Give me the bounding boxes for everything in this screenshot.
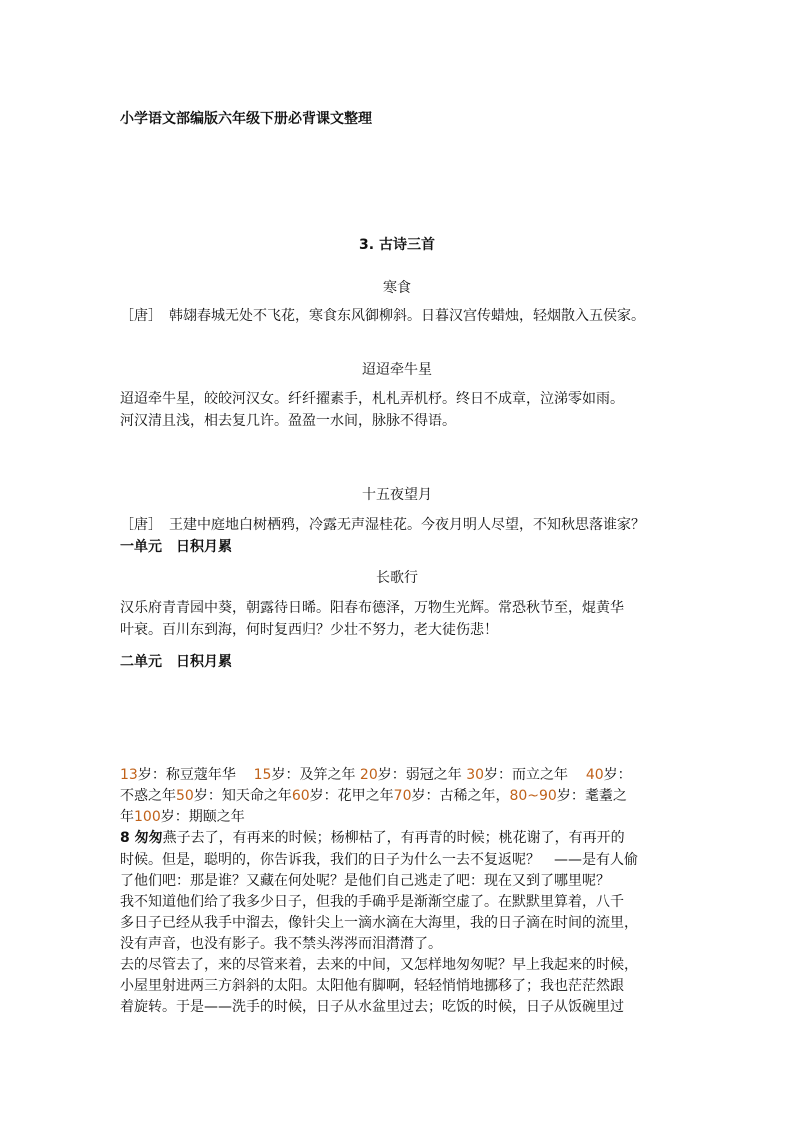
age-number: 80~90 (509, 788, 557, 804)
unit1-heading: 一单元 日积月累 (120, 539, 232, 555)
ages-line-1 (120, 764, 632, 784)
congcong-line-9: 着旋转。于是——洗手的时候，日子从水盆里过去；吃饭的时候，日子从饭碗里过 (120, 999, 624, 1015)
poem-line-shiwu-1: ［唐］ 王建中庭地白树栖鸦，冷露无声湿桂花。今夜月明人尽望，不知秋思落谁家？ (120, 517, 645, 533)
poem-line-hanshi-1: ［唐］ 韩翃春城无处不飞花，寒食东风御柳斜。日暮汉宫传蜡烛，轻烟散入五侯家。 (120, 308, 645, 324)
poem-line-changge-2: 叶衰。百川东到海，何时复西归？少壮不努力，老大徒伤悲！ (120, 622, 498, 638)
section-title: 3. 古诗三首 (359, 237, 435, 253)
ages-line-3 (120, 806, 245, 826)
poem-line-changge-1: 汉乐府青青园中葵，朝露待日晞。阳春布德泽，万物生光辉。常恐秋节至，焜黄华 (120, 600, 624, 616)
age-text: 年 (120, 809, 134, 825)
age-text: 岁：称豆蔻年华 (137, 767, 236, 783)
poem-line-tiaotiao-1: 迢迢牵牛星，皎皎河汉女。纤纤擢素手，札札弄机杼。终日不成章，泣涕零如雨。 (120, 391, 624, 407)
poem-line-tiaotiao-2: 河汉清且浅，相去复几许。盈盈一水间，脉脉不得语。 (120, 413, 456, 429)
age-number: 60 (291, 788, 310, 804)
congcong-line-2: 时候。但是，聪明的，你告诉我，我们的日子为什么一去不复返呢？ ——是有人偷 (120, 852, 638, 868)
age-text: 岁：知天命之年 (193, 788, 292, 804)
age-number: 20 (359, 767, 378, 783)
congcong-text: 燕子去了，有再来的时候；杨柳枯了，有再青的时候；桃花谢了，有再开的 (162, 830, 625, 846)
age-number: 40 (585, 767, 604, 783)
age-number: 50 (176, 788, 194, 804)
age-text: 岁：及笄之年 (271, 767, 356, 783)
age-number: 15 (253, 767, 272, 783)
age-text: 岁：古稀之年， (411, 788, 510, 804)
age-number: 100 (134, 809, 161, 825)
age-text: 岁： (603, 767, 632, 783)
poem-title-changge: 长歌行 (376, 570, 418, 586)
age-text: 岁：期颐之年 (160, 809, 245, 825)
age-text: 岁：耄耋之 (556, 788, 627, 804)
age-text: 岁：而立之年 (484, 767, 569, 783)
poem-title-shiwu: 十五夜望月 (362, 487, 432, 503)
congcong-line-1 (120, 827, 625, 847)
document-title: 小学语文部编版六年级下册必背课文整理 (120, 111, 372, 127)
age-text: 岁：弱冠之年 (377, 767, 462, 783)
age-number: 13 (120, 767, 138, 783)
poem-title-hanshi: 寒食 (383, 280, 411, 296)
ages-line-2 (120, 785, 627, 805)
age-number: 70 (393, 788, 412, 804)
congcong-line-6: 没有声音，也没有影子。我不禁头涔涔而泪潸潸了。 (120, 936, 442, 952)
lesson-label: 8 匆匆 (120, 830, 163, 846)
congcong-line-5: 多日子已经从我手中溜去，像针尖上一滴水滴在大海里，我的日子滴在时间的流里， (120, 915, 638, 931)
congcong-line-7: 去的尽管去了，来的尽管来着，去来的中间，又怎样地匆匆呢？早上我起来的时候， (120, 957, 638, 973)
age-number: 30 (466, 767, 485, 783)
congcong-line-3: 了他们吧：那是谁？又藏在何处呢？是他们自己逃走了吧：现在又到了哪里呢？ (120, 873, 610, 889)
age-text: 不惑之年 (120, 788, 176, 804)
poem-title-tiaotiao: 迢迢牵牛星 (362, 362, 432, 378)
congcong-line-4: 我不知道他们给了我多少日子，但我的手确乎是渐渐空虚了。在默默里算着，八千 (120, 894, 624, 910)
congcong-line-8: 小屋里射进两三方斜斜的太阳。太阳他有脚啊，轻轻悄悄地挪移了；我也茫茫然跟 (120, 978, 624, 994)
age-text: 岁：花甲之年 (309, 788, 394, 804)
unit2-heading: 二单元 日积月累 (120, 654, 232, 670)
